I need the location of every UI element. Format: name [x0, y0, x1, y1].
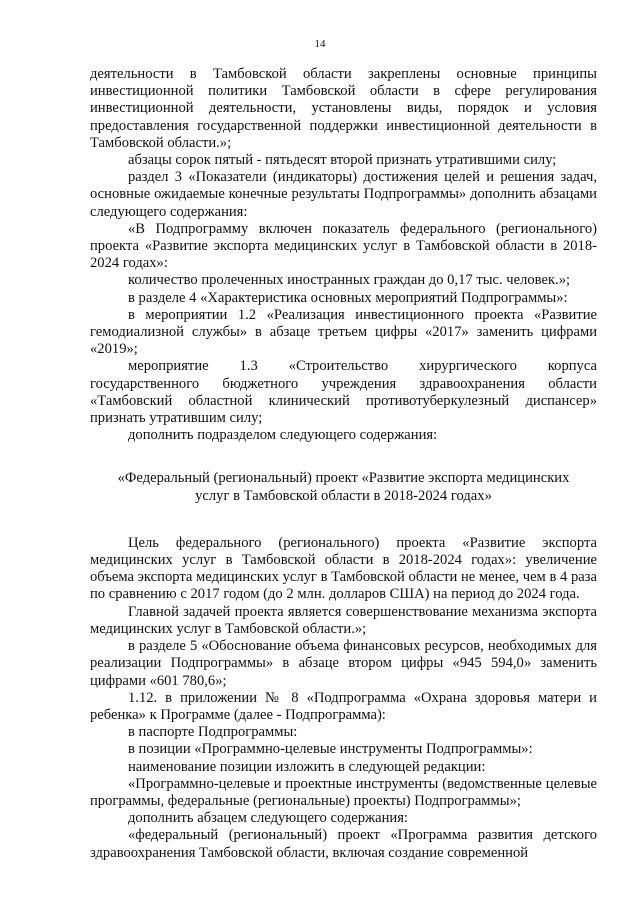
- paragraph: в мероприятии 1.2 «Реализация инвестиционного проекта «Развитие гемодиализной службы» в абзаце третьем цифры «2017» заменить цифрами «2019»;: [90, 306, 597, 358]
- paragraph: абзацы сорок пятый - пятьдесят второй признать утратившими силу;: [128, 152, 557, 169]
- paragraph: в разделе 4 «Характеристика основных мероприятий Подпрограммы»:: [128, 289, 568, 306]
- paragraph: «федеральный (региональный) проект «Программа развития детского здравоохранения Тамбовской области, включая создание современной: [90, 827, 597, 861]
- paragraph: в паспорте Подпрограммы:: [128, 724, 298, 741]
- paragraph: количество пролеченных иностранных граждан до 0,17 тыс. человек.»;: [128, 272, 571, 289]
- paragraph: мероприятие 1.3 «Строительство хирургического корпуса государственного бюджетного учреждения здравоохранения области «Тамбовский областной клинический противотуберкулезный диспансер» признать утратившим силу;: [90, 358, 597, 427]
- paragraph: Цель федерального (регионального) проекта «Развитие экспорта медицинских услуг в Тамбовской области в 2018-2024 годах»: увеличение объема экспорта медицинских услуг в Тамбовской области не менее, чем в 4 раза по сравнению с 2017 годом (до 2 млн. долларов США) на период до 2024 года.: [90, 534, 597, 603]
- paragraph: «Программно-целевые и проектные инструменты (ведомственные целевые программы, федеральные (региональные) проекты) Подпрограммы»;: [90, 775, 597, 809]
- document-body: [90, 66, 597, 862]
- paragraph: в разделе 5 «Обоснование объема финансовых ресурсов, необходимых для реализации Подпрограммы» в абзаце втором цифры «945 594,0» заменить цифрами «601 780,6»;: [90, 638, 597, 689]
- section-heading: «Федеральный (региональный) проект «Развитие экспорта медицинских услуг в Тамбовской области в 2018-2024 годах»: [117, 470, 570, 504]
- paragraph: раздел 3 «Показатели (индикаторы) достижения целей и решения задач, основные ожидаемые конечные результаты Подпрограммы» дополнить абзацами следующего содержания:: [90, 169, 597, 220]
- paragraph: Главной задачей проекта является совершенствование механизма экспорта медицинских услуг в Тамбовской области.»;: [90, 603, 597, 637]
- paragraph: 1.12. в приложении № 8 «Подпрограмма «Охрана здоровья матери и ребенка» к Программе (далее - Подпрограмма):: [90, 689, 597, 723]
- paragraph: «В Подпрограмму включен показатель федерального (регионального) проекта «Развитие экспорта медицинских услуг в Тамбовской области в 2018-2024 годах»:: [90, 220, 597, 272]
- paragraph: деятельности в Тамбовской области закреплены основные принципы инвестиционной политики Тамбовской области в сфере регулирования инвестиционной деятельности, установлены виды, порядок и условия предоставления государственной поддержки инвестиционной деятельности в Тамбовской области.»;: [90, 66, 597, 151]
- paragraph: дополнить подразделом следующего содержания:: [128, 427, 438, 444]
- page-number: 14: [314, 38, 326, 50]
- paragraph: наименование позиции изложить в следующей редакции:: [128, 758, 486, 775]
- paragraph: дополнить абзацем следующего содержания:: [128, 810, 408, 827]
- paragraph: в позиции «Программно-целевые инструменты Подпрограммы»:: [128, 741, 533, 758]
